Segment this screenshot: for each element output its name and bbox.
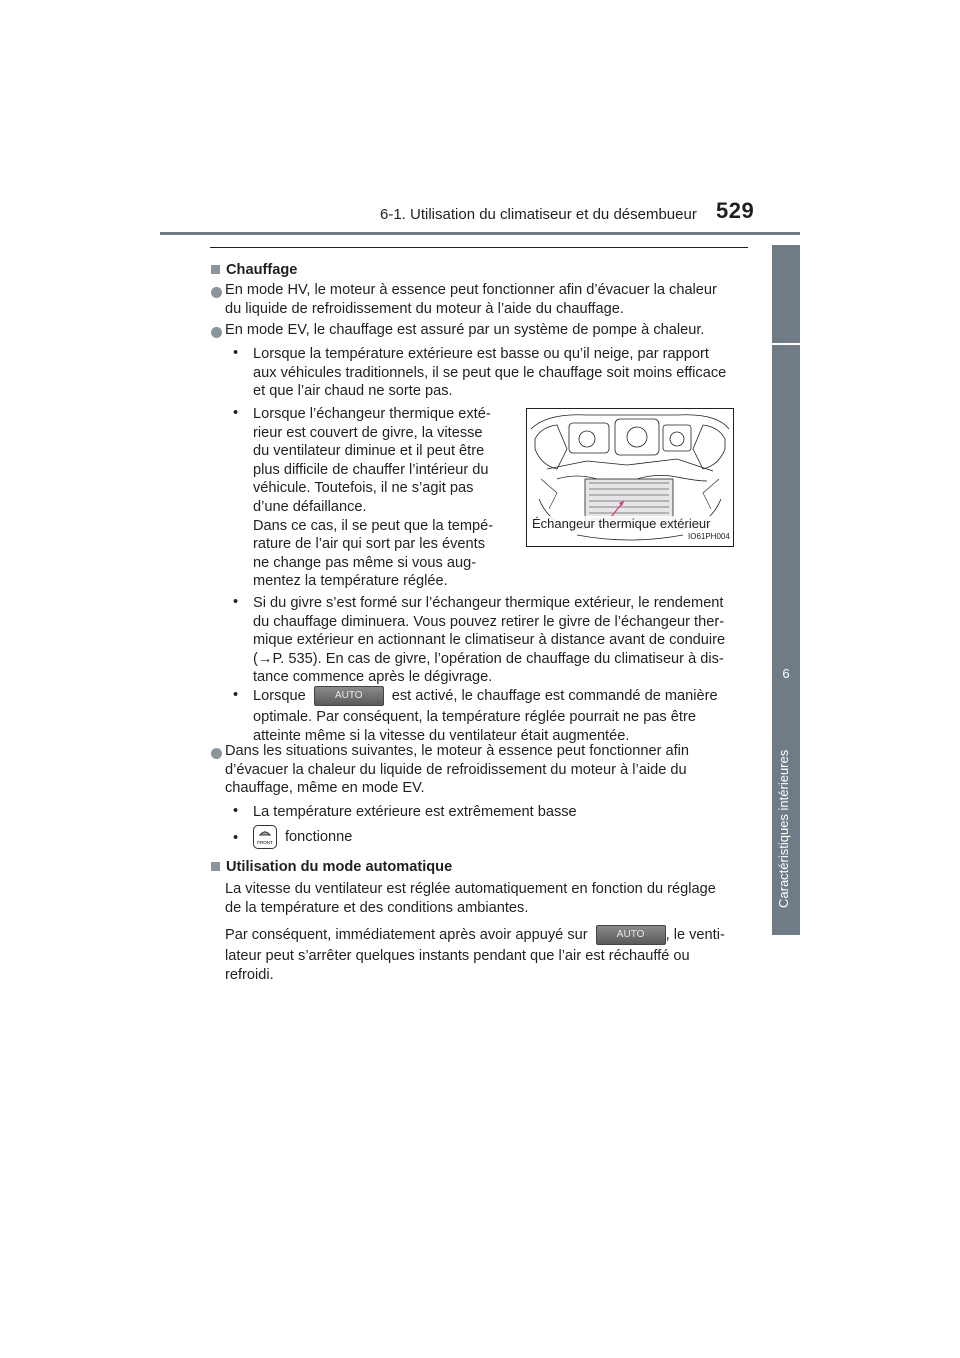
text-fragment: , le venti- bbox=[665, 926, 725, 943]
figure-code: IO61PH004 bbox=[688, 532, 730, 541]
bullet: • bbox=[233, 405, 239, 421]
text-line: (→P. 535). En cas de givre, l’opération de chauffage du climatiseur à dis- bbox=[253, 650, 724, 667]
text-line: Lorsque la température extérieure est basse ou qu’il neige, par rapport bbox=[253, 346, 709, 362]
text-line: chauffage, même en mode EV. bbox=[225, 780, 425, 797]
bullet-text-2 bbox=[253, 405, 505, 591]
bullet-text-3 bbox=[253, 594, 748, 687]
paragraph-auto2-first bbox=[225, 925, 749, 945]
text-line: atteinte même si la vitesse du ventilateur était augmentée. bbox=[253, 727, 630, 744]
header-rule bbox=[160, 232, 800, 235]
chapter-label: Caractéristiques intérieures bbox=[776, 749, 791, 908]
text-line: d’évacuer la chaleur du liquide de refroidissement du moteur à l’aide du bbox=[225, 761, 687, 778]
text-line: mique extérieur en actionnant le climatiseur à distance avant de conduire bbox=[253, 632, 726, 649]
text-fragment: fonctionne bbox=[285, 828, 353, 845]
paragraph-situations bbox=[225, 742, 749, 798]
text-line: du chauffage diminuera. Vous pouvez retirer le givre de l’échangeur ther- bbox=[253, 613, 725, 630]
situation-2 bbox=[253, 825, 352, 849]
bullet-text-4-first bbox=[253, 686, 748, 706]
bullet-text-4 bbox=[253, 708, 748, 745]
text-line: de la température et des conditions ambiantes. bbox=[225, 899, 529, 916]
front-icon-text: FRONT bbox=[257, 840, 273, 845]
circle-bullet-icon bbox=[211, 287, 222, 298]
heading-auto-mode bbox=[211, 859, 452, 875]
text-fragment: Lorsque bbox=[253, 687, 306, 704]
text-line: et que l’air chaud ne sorte pas. bbox=[253, 383, 453, 400]
paragraph-ev: En mode EV, le chauffage est assuré par un système de pompe à chaleur. bbox=[225, 322, 705, 338]
text-line: mentez la température réglée. bbox=[253, 573, 448, 590]
text-line: aux véhicules traditionnels, il se peut que le chauffage soit moins efficace bbox=[253, 364, 727, 381]
text-line: d’une défaillance. bbox=[253, 498, 367, 515]
bullet-text-1 bbox=[253, 345, 748, 401]
text-line: lateur peut s’arrêter quelques instants pendant que l’air est réchauffé ou bbox=[225, 948, 690, 964]
text-line: Si du givre s’est formé sur l’échangeur thermique extérieur, le rendement bbox=[253, 595, 724, 611]
bullet: • bbox=[233, 803, 239, 819]
heading-heating-text: Chauffage bbox=[226, 262, 298, 278]
text-line: du ventilateur diminue et il peut être bbox=[253, 443, 485, 460]
content-rule bbox=[210, 247, 748, 248]
text-line: rature de l’air qui sort par les évents bbox=[253, 536, 485, 553]
heading-auto-text: Utilisation du mode automatique bbox=[226, 859, 453, 875]
text-line: En mode HV, le moteur à essence peut fonctionner afin d’évacuer la chaleur bbox=[225, 282, 717, 298]
text-line: Dans ce cas, il se peut que la tempé- bbox=[253, 517, 494, 534]
square-bullet-icon bbox=[211, 265, 220, 274]
text-line: du liquide de refroidissement du moteur à l’aide du chauffage. bbox=[225, 300, 624, 317]
paragraph-hv bbox=[225, 281, 749, 318]
text-line: ne change pas même si vous aug- bbox=[253, 554, 477, 571]
square-bullet-icon bbox=[211, 862, 220, 871]
text-line: optimale. Par conséquent, la température réglée pourrait ne pas être bbox=[253, 709, 696, 725]
text-line: véhicule. Toutefois, il ne s’agit pas bbox=[253, 480, 474, 497]
page-number: 529 bbox=[716, 198, 755, 223]
front-defroster-icon bbox=[253, 825, 277, 849]
bullet: • bbox=[233, 830, 239, 846]
section-title: 6-1. Utilisation du climatiseur et du désembueur bbox=[380, 206, 697, 223]
chapter-number: 6 bbox=[782, 666, 790, 681]
text-line: Lorsque l’échangeur thermique exté- bbox=[253, 406, 491, 422]
paragraph-auto bbox=[225, 880, 749, 917]
circle-bullet-icon bbox=[211, 748, 222, 759]
text-fragment: Par conséquent, immédiatement après avoir appuyé sur bbox=[225, 926, 588, 943]
figure-label: Échangeur thermique extérieur bbox=[532, 516, 711, 531]
text-line: refroidi. bbox=[225, 966, 274, 983]
auto-button-icon: AUTO bbox=[596, 925, 666, 945]
text-line: La vitesse du ventilateur est réglée automatiquement en fonction du réglage bbox=[225, 881, 716, 897]
text-line: Dans les situations suivantes, le moteur à essence peut fonctionner afin bbox=[225, 743, 690, 759]
bullet: • bbox=[233, 594, 239, 610]
bullet: • bbox=[233, 345, 239, 361]
text-line: rieur est couvert de givre, la vitesse bbox=[253, 424, 483, 441]
text-line: tance commence après le dégivrage. bbox=[253, 669, 493, 686]
auto-button-icon: AUTO bbox=[314, 686, 384, 706]
situation-1: La température extérieure est extrêmement basse bbox=[253, 804, 577, 820]
paragraph-auto2 bbox=[225, 947, 749, 984]
text-fragment: est activé, le chauffage est commandé de manière bbox=[391, 687, 718, 704]
bullet: • bbox=[233, 687, 239, 703]
side-tab-top bbox=[772, 245, 800, 343]
text-line: plus difficile de chauffer l’intérieur du bbox=[253, 461, 489, 478]
heading-heating bbox=[211, 262, 297, 278]
circle-bullet-icon bbox=[211, 327, 222, 338]
